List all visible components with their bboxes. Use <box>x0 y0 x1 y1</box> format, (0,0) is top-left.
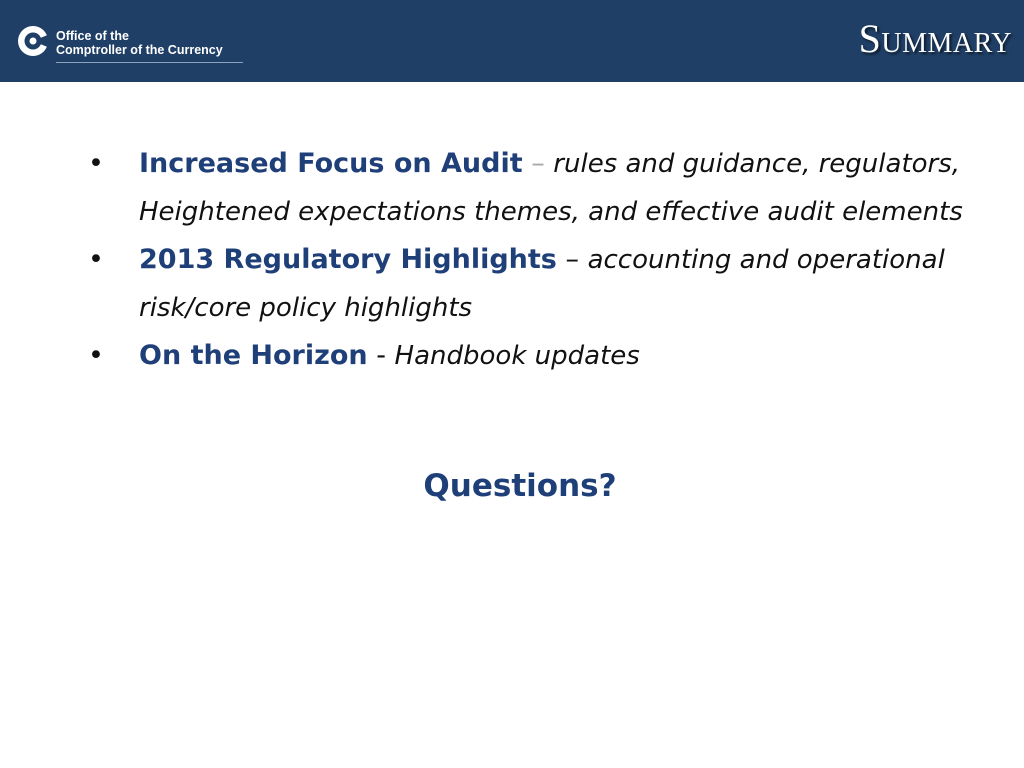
bullet-separator: – <box>531 148 554 179</box>
bullet-heading: 2013 Regulatory Highlights <box>139 244 557 275</box>
bullet-description: Handbook updates <box>394 341 640 371</box>
bullet-item <box>88 236 968 332</box>
bullet-marker: • <box>88 148 104 179</box>
organization-name <box>56 29 223 57</box>
bullet-description: accounting and operational risk/core policy highlights <box>139 245 945 323</box>
bullet-heading: On the Horizon <box>139 340 368 371</box>
bullet-marker: • <box>88 244 104 275</box>
org-name-line2: Comptroller of the Currency <box>56 43 223 57</box>
occ-logo-icon <box>16 24 50 58</box>
bullet-heading: Increased Focus on Audit <box>139 148 523 179</box>
org-name-line1: Office of the <box>56 29 129 43</box>
bullet-separator: - <box>376 340 395 371</box>
bullet-separator: – <box>565 244 588 275</box>
bullet-marker: • <box>88 340 104 371</box>
bullet-item <box>88 140 968 236</box>
questions-heading: Questions? <box>423 468 617 504</box>
bullet-item <box>88 332 968 380</box>
slide-header <box>0 0 1024 82</box>
bullet-description: rules and guidance, regulators, Heightened expectations themes, and effective audit elements <box>139 149 963 227</box>
slide-title: Summary <box>858 16 1012 61</box>
org-name-underline <box>56 62 243 63</box>
summary-bullet-list <box>88 140 968 380</box>
